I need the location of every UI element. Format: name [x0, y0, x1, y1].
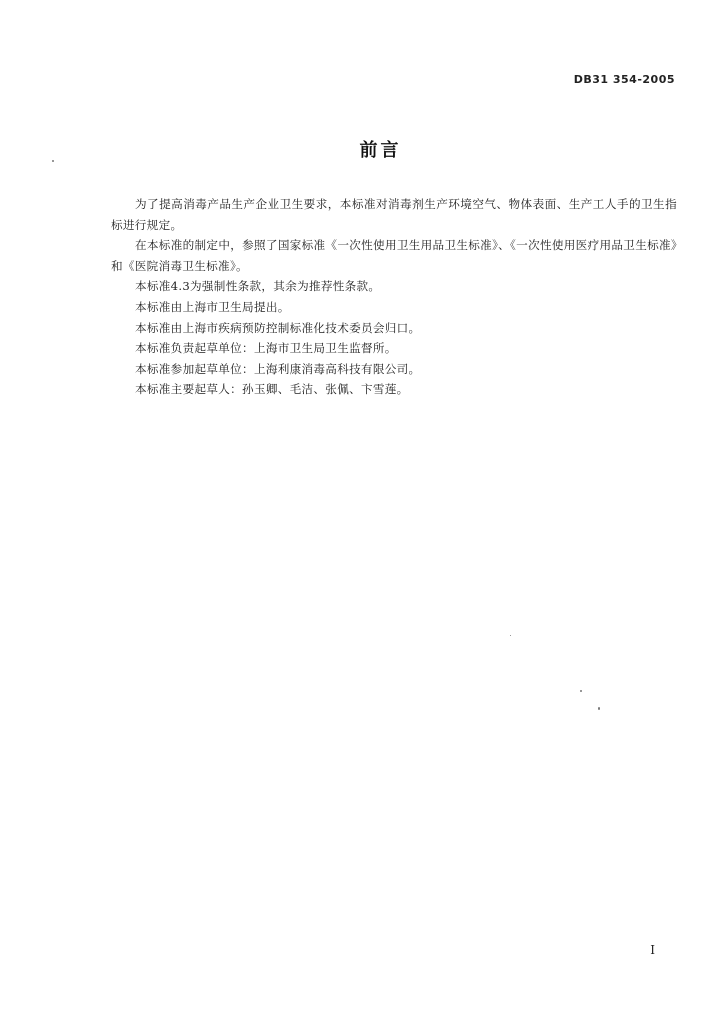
scan-speck — [52, 160, 54, 162]
paragraph-drafters: 本标准主要起草人：孙玉卿、毛洁、张佩、卞雪莲。 — [135, 382, 409, 397]
paragraph-purpose: 为了提高消毒产品生产企业卫生要求，本标准对消毒剂生产环境空气、物体表面、生产工人手的卫生指标进行规定。 — [111, 197, 677, 232]
paragraph-responsible-committee: 本标准由上海市疾病预防控制标准化技术委员会归口。 — [135, 320, 421, 335]
paragraph-drafting-unit: 本标准负责起草单位：上海市卫生局卫生监督所。 — [135, 341, 397, 356]
paragraph-participating-unit: 本标准参加起草单位：上海利康消毒高科技有限公司。 — [135, 361, 421, 376]
paragraph-mandatory-clause: 本标准4.3为强制性条款，其余为推荐性条款。 — [135, 279, 381, 294]
scan-speck — [598, 707, 600, 710]
paragraph-references: 在本标准的制定中，参照了国家标准《一次性使用卫生用品卫生标准》、《一次性使用医疗用品卫生标准》和《医院消毒卫生标准》。 — [111, 238, 677, 273]
page-title: 前言 — [359, 140, 402, 161]
document-code: DB31 354-2005 — [573, 73, 675, 86]
paragraph-proposer: 本标准由上海市卫生局提出。 — [135, 299, 290, 314]
scan-speck — [510, 635, 511, 636]
scan-speck — [580, 690, 582, 692]
preface-body — [111, 194, 677, 400]
page-number: I — [650, 943, 655, 957]
